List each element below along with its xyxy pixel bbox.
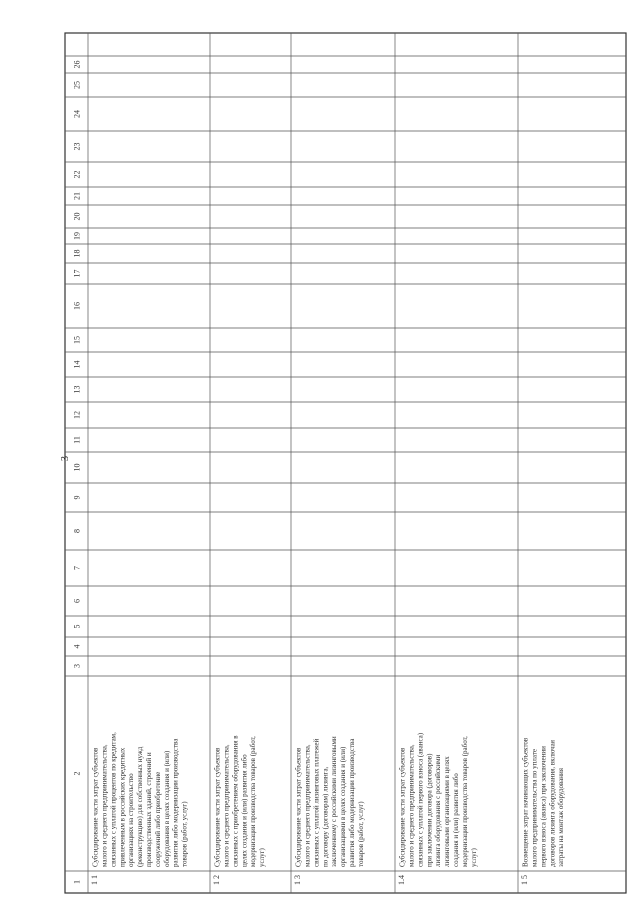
column-number-label: 15	[72, 336, 82, 344]
column-number-label: 9	[72, 495, 82, 500]
row-description-line: развития либо модернизации производства	[171, 738, 180, 867]
row-description-line: связанных с уплатой лизинговых платежей	[312, 738, 321, 867]
row-description-line: по договору (договорам) лизинга,	[321, 766, 330, 867]
column-number-label: 6	[72, 599, 82, 603]
column-number-label: 18	[72, 249, 82, 258]
row-description-line: Субсидирование части затрат субъектов	[213, 747, 222, 867]
row-description-line: малого и среднего предпринимательства,	[407, 744, 416, 867]
column-number-label: 20	[72, 212, 82, 221]
row-description-line: развития либо модернизации производства	[348, 738, 357, 867]
row-description-line: модернизации производства товаров (работ,	[249, 736, 258, 867]
row-description-line: услуг)	[469, 848, 478, 867]
row-description-line: малого и среднего предпринимательства,	[303, 744, 312, 867]
row-description-line: Субсидирование части затрат субъектов	[398, 747, 407, 867]
row-description-line: связанных с уплатой первого взноса (аванса)	[416, 732, 425, 867]
row-description-line: товаров (работ, услуг)	[356, 801, 365, 867]
row-description-line: создания и (или) развития либо	[452, 773, 461, 867]
row-description-line: связанных с приобретением оборудования в	[231, 735, 240, 867]
column-number-label: 5	[72, 624, 82, 629]
column-number-label: 16	[72, 302, 82, 310]
row-description-line: при заключении договора (договоров)	[425, 753, 434, 867]
row-description-line: первого взноса (аванса) при заключении	[539, 746, 548, 867]
row-description-line: лизинга оборудования с российскими	[434, 754, 443, 867]
row-description-line: организациями в целях создания и (или)	[339, 746, 348, 867]
row-number: 1 2	[211, 875, 221, 885]
column-number-label: 7	[72, 566, 82, 570]
row-description-line: целях создания и (или) развития либо	[240, 754, 249, 867]
row-description-line: модернизации производства товаров (работ,	[460, 736, 469, 867]
column-number-label: 2	[72, 771, 82, 776]
row-description-line: затраты на монтаж оборудования	[557, 767, 566, 867]
column-number-label: 10	[72, 463, 82, 472]
page-number: 3	[60, 456, 71, 461]
row-description-line: заключенному с российскими лизинговыми	[330, 736, 339, 867]
row-description-line: малого предпринимательства по уплате	[530, 748, 539, 867]
column-number-label: 4	[72, 644, 82, 649]
row-description-line: производственных зданий, строений и	[145, 752, 154, 867]
column-number-label: 3	[72, 664, 82, 668]
row-description-line: (реконструкцию) для собственных нужд	[136, 746, 145, 867]
row-description-line: организациях на строительство	[127, 773, 136, 867]
column-number-label: 21	[72, 192, 82, 200]
column-number-label: 25	[72, 81, 82, 89]
column-number-label: 8	[72, 529, 82, 533]
row-description-line: связанных с уплатой процентов по кредитам,	[109, 732, 118, 867]
row-description-line: лизинговыми организациями в целях	[443, 756, 452, 867]
column-number-label: 12	[72, 411, 82, 419]
column-number-label: 23	[72, 142, 82, 151]
row-description-line: малого и среднего предпринимательства,	[222, 744, 231, 867]
row-description-line: Субсидирование части затрат субъектов	[294, 747, 303, 867]
column-number-label: 14	[72, 360, 82, 369]
row-number: 1 3	[292, 875, 302, 885]
row-description-line: Субсидирование части затрат субъектов	[91, 747, 100, 867]
column-number-label: 19	[72, 232, 82, 240]
row-description-line: сооружений либо приобретение	[153, 771, 162, 867]
column-number-label: 22	[72, 170, 82, 179]
row-description-line: привлеченным в российских кредитных	[118, 747, 127, 867]
column-number-label: 24	[72, 110, 82, 118]
row-number: 1.4	[396, 875, 406, 885]
row-description-line: оборудования в целях создания и (или)	[162, 750, 171, 867]
column-number-label: 13	[72, 385, 82, 394]
row-description-line: товаров (работ, услуг)	[180, 801, 189, 867]
row-description-line: договоров лизинга оборудования, включая	[548, 740, 557, 867]
column-number-label: 26	[72, 60, 82, 69]
row-description-line: Возмещение затрат начинающих субъектов	[521, 737, 530, 867]
column-number-label: 17	[72, 269, 82, 278]
column-number-label: 11	[72, 436, 82, 444]
column-number-label: 1	[72, 880, 82, 884]
row-description-line: услуг)	[258, 848, 267, 867]
row-number: 1 5	[519, 875, 529, 885]
row-number: 1 1	[89, 875, 99, 885]
row-description-line: малого и среднего предпринимательства,	[100, 744, 109, 867]
